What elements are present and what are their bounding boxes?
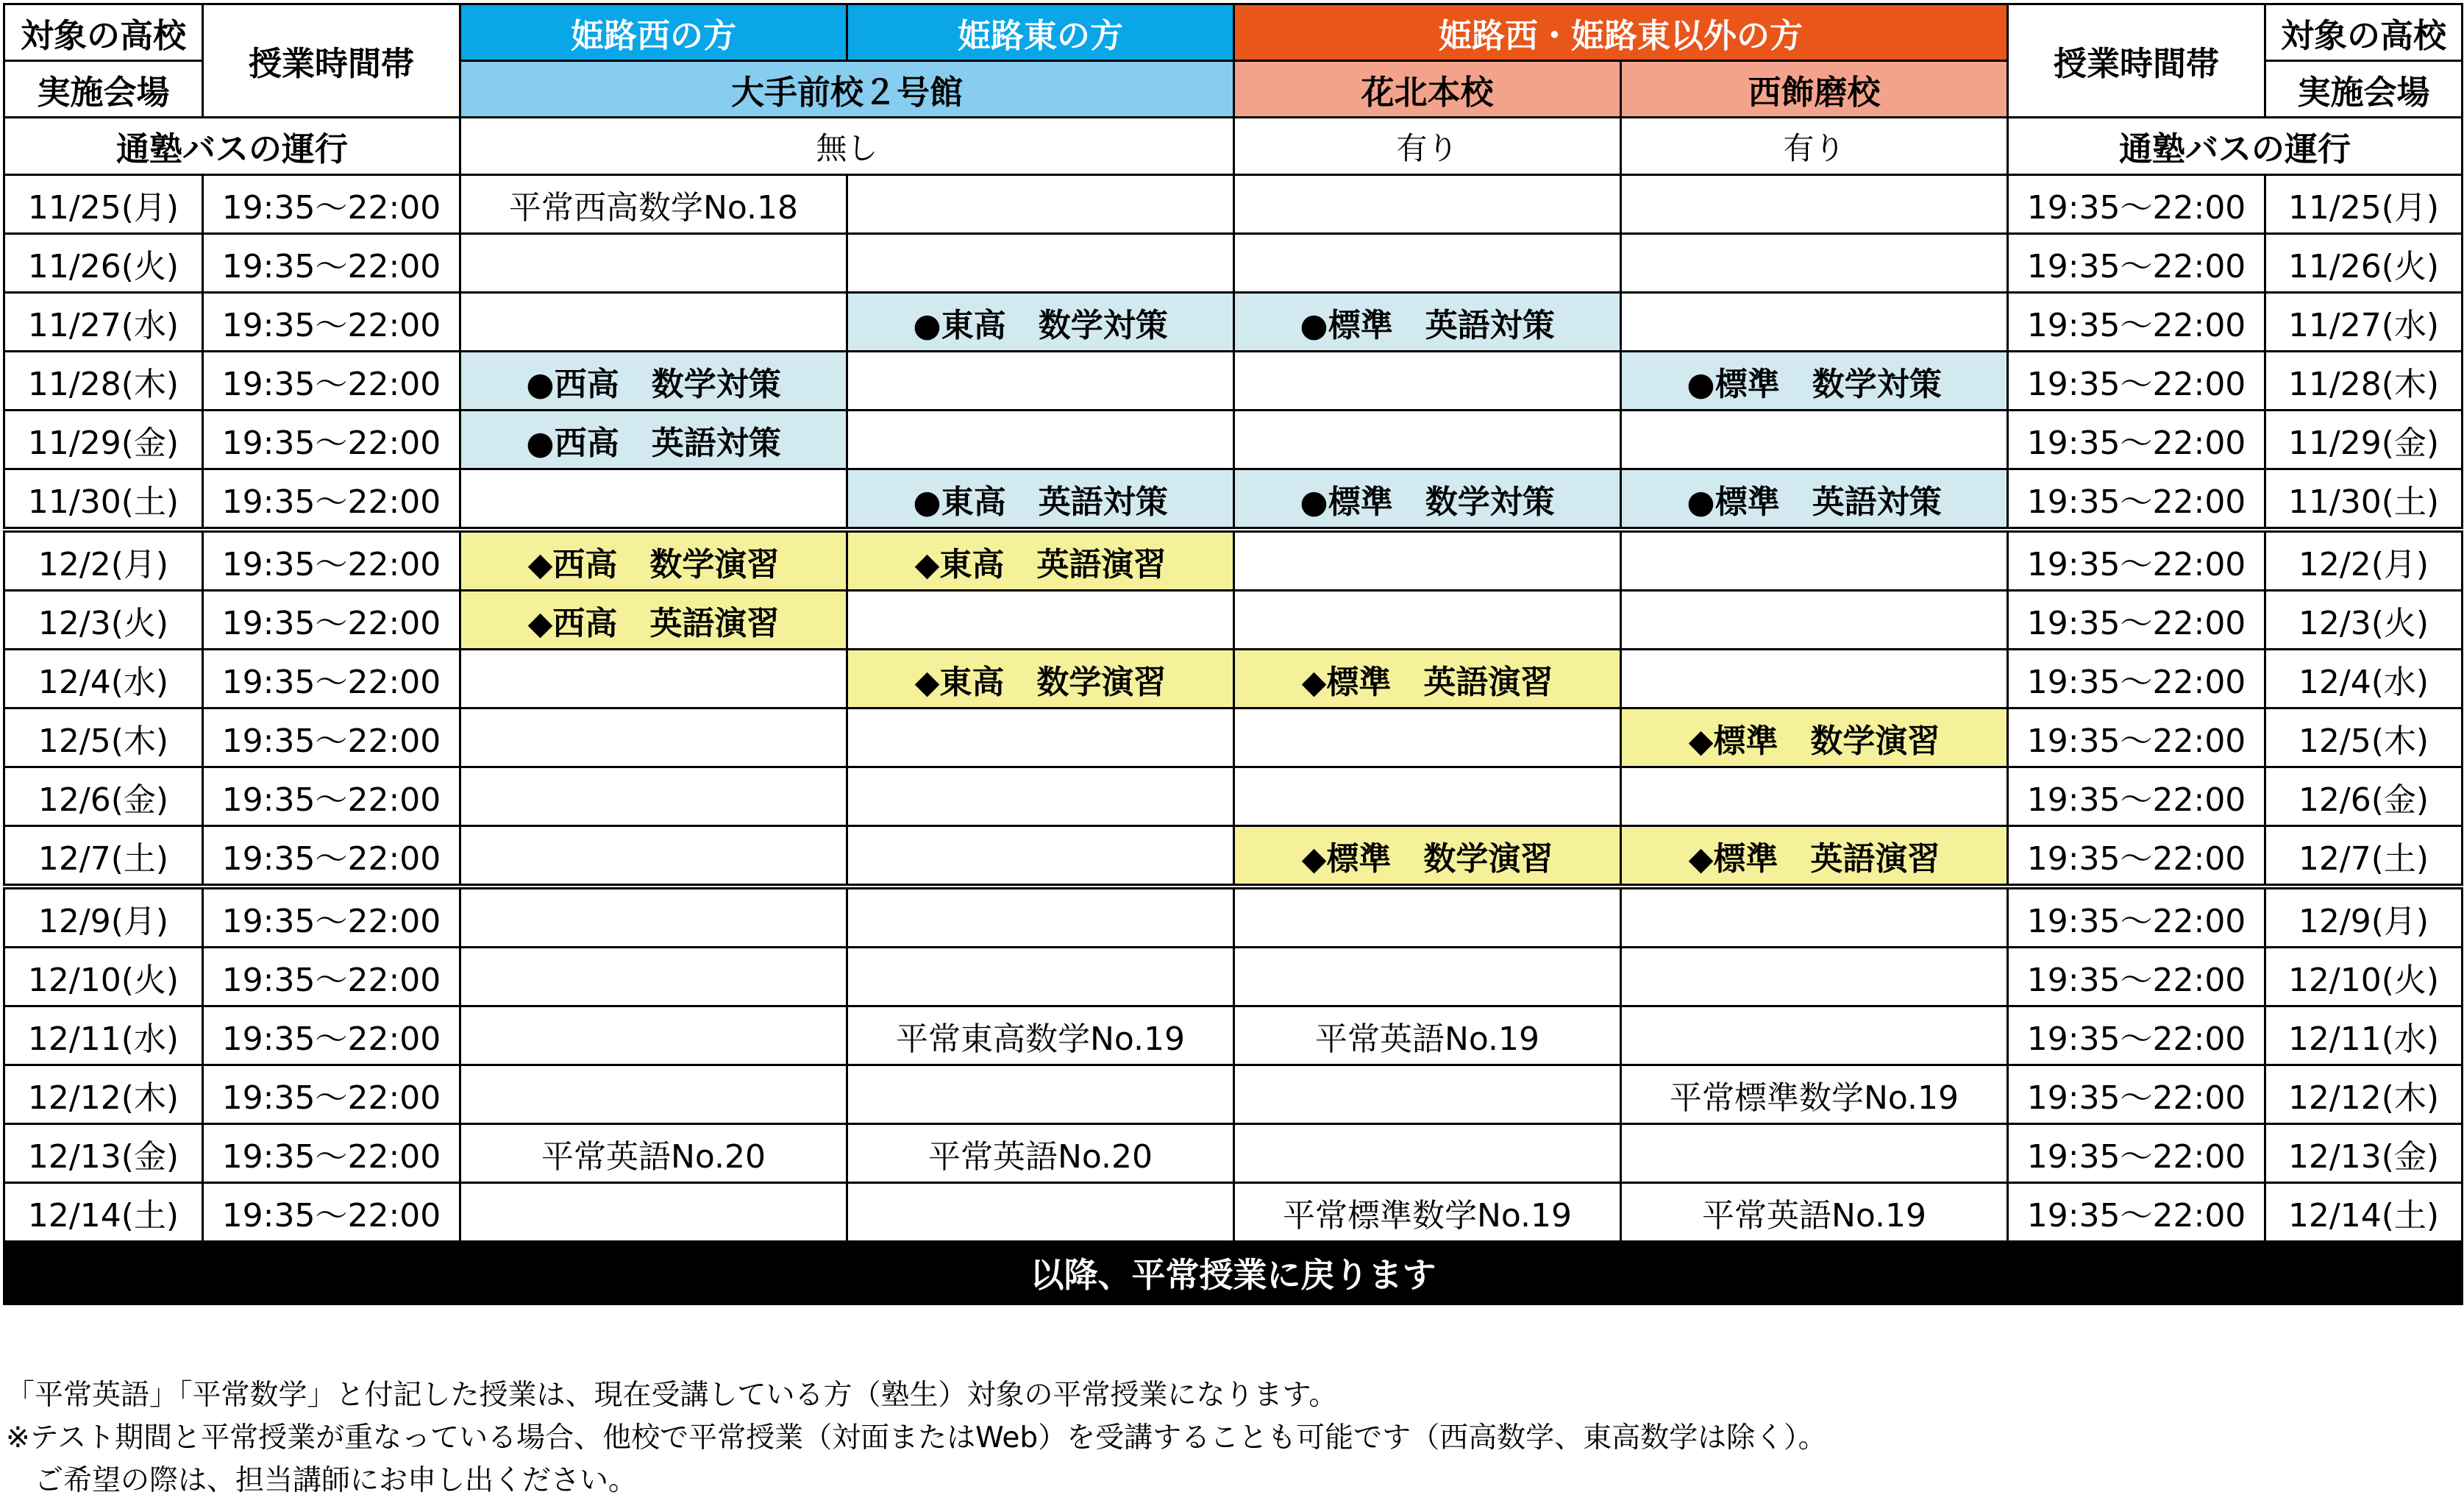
note-line: 「平常英語」「平常数学」と付記した授業は、現在受講している方（塾生）対象の平常授業になります。 — [6, 1379, 1338, 1412]
time-cell: 19:35～22:00 — [203, 887, 460, 948]
east-cell: ●東高 英語対策 — [847, 469, 1234, 530]
venue-nishishikama: 西飾磨校 — [1621, 61, 2008, 118]
group-west-header: 姫路西の方 — [460, 4, 847, 61]
nishishikama-cell: 平常標準数学No.19 — [1621, 1065, 2008, 1124]
east-cell — [847, 234, 1234, 293]
hanakita-cell — [1234, 1065, 1621, 1124]
table-row — [4, 293, 2463, 352]
date-cell-right: 12/2(月) — [2265, 530, 2463, 591]
time-cell: 19:35～22:00 — [203, 175, 460, 234]
west-cell — [460, 1065, 847, 1124]
west-cell: ●西高 数学対策 — [460, 352, 847, 411]
time-cell: 19:35～22:00 — [203, 234, 460, 293]
date-cell-right: 12/4(水) — [2265, 650, 2463, 708]
nishishikama-cell — [1621, 887, 2008, 948]
time-cell: 19:35～22:00 — [203, 1124, 460, 1183]
east-cell — [847, 1065, 1234, 1124]
date-cell: 12/14(土) — [4, 1183, 203, 1242]
date-cell: 11/27(水) — [4, 293, 203, 352]
date-cell-right: 12/9(月) — [2265, 887, 2463, 948]
time-cell-right: 19:35～22:00 — [2008, 887, 2265, 948]
venue-header-right: 実施会場 — [2265, 61, 2463, 118]
west-cell: 平常西高数学No.18 — [460, 175, 847, 234]
date-cell: 11/29(金) — [4, 411, 203, 469]
schedule-table — [3, 3, 2463, 1305]
east-cell: ◆東高 英語演習 — [847, 530, 1234, 591]
time-cell: 19:35～22:00 — [203, 1006, 460, 1065]
west-cell — [460, 887, 847, 948]
nishishikama-cell — [1621, 1006, 2008, 1065]
east-cell — [847, 948, 1234, 1006]
time-cell-right: 19:35～22:00 — [2008, 826, 2265, 887]
date-cell-right: 12/12(木) — [2265, 1065, 2463, 1124]
table-row — [4, 530, 2463, 591]
west-cell — [460, 767, 847, 826]
table-row — [4, 826, 2463, 887]
time-cell: 19:35～22:00 — [203, 1065, 460, 1124]
hanakita-cell — [1234, 948, 1621, 1006]
date-cell: 12/12(木) — [4, 1065, 203, 1124]
date-cell-right: 12/10(火) — [2265, 948, 2463, 1006]
west-cell — [460, 826, 847, 887]
date-cell: 11/26(火) — [4, 234, 203, 293]
note-line: ご希望の際は、担当講師にお申し出ください。 — [6, 1464, 638, 1497]
nishishikama-cell: ●標準 数学対策 — [1621, 352, 2008, 411]
east-cell: 平常東高数学No.19 — [847, 1006, 1234, 1065]
group-east-header: 姫路東の方 — [847, 4, 1234, 61]
date-cell: 12/7(土) — [4, 826, 203, 887]
hanakita-cell — [1234, 887, 1621, 948]
west-cell — [460, 234, 847, 293]
table-row — [4, 1183, 2463, 1242]
time-cell: 19:35～22:00 — [203, 293, 460, 352]
time-cell-right: 19:35～22:00 — [2008, 293, 2265, 352]
class-time-header-right: 授業時間帯 — [2008, 4, 2265, 118]
west-cell: ◆西高 数学演習 — [460, 530, 847, 591]
west-cell — [460, 650, 847, 708]
nishishikama-cell — [1621, 411, 2008, 469]
time-cell-right: 19:35～22:00 — [2008, 1065, 2265, 1124]
date-cell-right: 11/26(火) — [2265, 234, 2463, 293]
venue-otemae: 大手前校２号館 — [460, 61, 1234, 118]
table-row — [4, 352, 2463, 411]
date-cell-right: 12/7(土) — [2265, 826, 2463, 887]
date-cell-right: 11/25(月) — [2265, 175, 2463, 234]
time-cell: 19:35～22:00 — [203, 530, 460, 591]
bus-label: 通塾バスの運行 — [4, 118, 460, 175]
hanakita-cell — [1234, 767, 1621, 826]
nishishikama-cell: ◆標準 数学演習 — [1621, 708, 2008, 767]
west-cell — [460, 948, 847, 1006]
date-cell-right: 11/30(土) — [2265, 469, 2463, 530]
east-cell — [847, 591, 1234, 650]
time-cell: 19:35～22:00 — [203, 650, 460, 708]
west-cell — [460, 1006, 847, 1065]
hanakita-cell — [1234, 708, 1621, 767]
time-cell-right: 19:35～22:00 — [2008, 650, 2265, 708]
table-row — [4, 1065, 2463, 1124]
east-cell — [847, 767, 1234, 826]
date-cell: 12/4(水) — [4, 650, 203, 708]
time-cell: 19:35～22:00 — [203, 591, 460, 650]
date-cell: 12/9(月) — [4, 887, 203, 948]
date-cell-right: 11/29(金) — [2265, 411, 2463, 469]
hanakita-cell: 平常英語No.19 — [1234, 1006, 1621, 1065]
date-cell: 11/30(土) — [4, 469, 203, 530]
time-cell: 19:35～22:00 — [203, 352, 460, 411]
hanakita-cell — [1234, 530, 1621, 591]
hanakita-cell — [1234, 234, 1621, 293]
table-row — [4, 887, 2463, 948]
table-row — [4, 175, 2463, 234]
time-cell-right: 19:35～22:00 — [2008, 530, 2265, 591]
bus-label-right: 通塾バスの運行 — [2008, 118, 2463, 175]
time-cell: 19:35～22:00 — [203, 469, 460, 530]
table-row — [4, 650, 2463, 708]
table-row — [4, 708, 2463, 767]
table-row — [4, 1124, 2463, 1183]
venue-header: 実施会場 — [4, 61, 203, 118]
west-cell: ◆西高 英語演習 — [460, 591, 847, 650]
time-cell: 19:35～22:00 — [203, 708, 460, 767]
target-school-header-right: 対象の高校 — [2265, 4, 2463, 61]
date-cell: 12/3(火) — [4, 591, 203, 650]
east-cell — [847, 352, 1234, 411]
time-cell: 19:35～22:00 — [203, 826, 460, 887]
time-cell: 19:35～22:00 — [203, 948, 460, 1006]
table-row — [4, 767, 2463, 826]
bus-otemae: 無し — [460, 118, 1234, 175]
time-cell-right: 19:35～22:00 — [2008, 411, 2265, 469]
east-cell — [847, 887, 1234, 948]
date-cell-right: 12/13(金) — [2265, 1124, 2463, 1183]
nishishikama-cell: ●標準 英語対策 — [1621, 469, 2008, 530]
table-row — [4, 1006, 2463, 1065]
nishishikama-cell — [1621, 650, 2008, 708]
nishishikama-cell — [1621, 1124, 2008, 1183]
time-cell-right: 19:35～22:00 — [2008, 234, 2265, 293]
time-cell-right: 19:35～22:00 — [2008, 767, 2265, 826]
east-cell — [847, 1183, 1234, 1242]
hanakita-cell — [1234, 591, 1621, 650]
time-cell-right: 19:35～22:00 — [2008, 1183, 2265, 1242]
nishishikama-cell — [1621, 591, 2008, 650]
table-row — [4, 234, 2463, 293]
time-cell-right: 19:35～22:00 — [2008, 352, 2265, 411]
time-cell: 19:35～22:00 — [203, 1183, 460, 1242]
nishishikama-cell: ◆標準 英語演習 — [1621, 826, 2008, 887]
date-cell: 11/25(月) — [4, 175, 203, 234]
time-cell-right: 19:35～22:00 — [2008, 1124, 2265, 1183]
footer-bar: 以降、平常授業に戻ります — [4, 1242, 2463, 1304]
west-cell — [460, 469, 847, 530]
date-cell: 12/6(金) — [4, 767, 203, 826]
hanakita-cell: ●標準 数学対策 — [1234, 469, 1621, 530]
date-cell-right: 12/5(木) — [2265, 708, 2463, 767]
table-row — [4, 469, 2463, 530]
nishishikama-cell — [1621, 948, 2008, 1006]
date-cell-right: 11/28(木) — [2265, 352, 2463, 411]
date-cell-right: 12/14(土) — [2265, 1183, 2463, 1242]
date-cell-right: 12/6(金) — [2265, 767, 2463, 826]
date-cell: 12/5(木) — [4, 708, 203, 767]
time-cell-right: 19:35～22:00 — [2008, 948, 2265, 1006]
east-cell — [847, 826, 1234, 887]
time-cell-right: 19:35～22:00 — [2008, 175, 2265, 234]
date-cell-right: 12/11(水) — [2265, 1006, 2463, 1065]
table-row — [4, 591, 2463, 650]
hanakita-cell: ◆標準 数学演習 — [1234, 826, 1621, 887]
date-cell: 12/11(水) — [4, 1006, 203, 1065]
venue-hanakita: 花北本校 — [1234, 61, 1621, 118]
date-cell-right: 11/27(水) — [2265, 293, 2463, 352]
east-cell: ◆東高 数学演習 — [847, 650, 1234, 708]
hanakita-cell — [1234, 411, 1621, 469]
east-cell — [847, 708, 1234, 767]
hanakita-cell: ◆標準 英語演習 — [1234, 650, 1621, 708]
west-cell — [460, 1183, 847, 1242]
nishishikama-cell: 平常英語No.19 — [1621, 1183, 2008, 1242]
time-cell: 19:35～22:00 — [203, 767, 460, 826]
table-row — [4, 411, 2463, 469]
east-cell — [847, 175, 1234, 234]
time-cell-right: 19:35～22:00 — [2008, 469, 2265, 530]
nishishikama-cell — [1621, 293, 2008, 352]
nishishikama-cell — [1621, 234, 2008, 293]
class-time-header: 授業時間帯 — [203, 4, 460, 118]
target-school-header: 対象の高校 — [4, 4, 203, 61]
east-cell — [847, 411, 1234, 469]
time-cell-right: 19:35～22:00 — [2008, 591, 2265, 650]
time-cell: 19:35～22:00 — [203, 411, 460, 469]
date-cell-right: 12/3(火) — [2265, 591, 2463, 650]
west-cell — [460, 293, 847, 352]
hanakita-cell — [1234, 1124, 1621, 1183]
time-cell-right: 19:35～22:00 — [2008, 1006, 2265, 1065]
note-line: ※テスト期間と平常授業が重なっている場合、他校で平常授業（対面またはWeb）を受講することも可能です（西高数学、東高数学は除く）。 — [6, 1421, 1827, 1455]
date-cell: 11/28(木) — [4, 352, 203, 411]
west-cell: 平常英語No.20 — [460, 1124, 847, 1183]
bus-hanakita: 有り — [1234, 118, 1621, 175]
nishishikama-cell — [1621, 175, 2008, 234]
hanakita-cell: 平常標準数学No.19 — [1234, 1183, 1621, 1242]
table-row — [4, 948, 2463, 1006]
group-other-header: 姫路西・姫路東以外の方 — [1234, 4, 2008, 61]
nishishikama-cell — [1621, 530, 2008, 591]
east-cell: ●東高 数学対策 — [847, 293, 1234, 352]
notes — [6, 1374, 1827, 1502]
time-cell-right: 19:35～22:00 — [2008, 708, 2265, 767]
hanakita-cell — [1234, 175, 1621, 234]
date-cell: 12/2(月) — [4, 530, 203, 591]
hanakita-cell: ●標準 英語対策 — [1234, 293, 1621, 352]
west-cell — [460, 708, 847, 767]
bus-nishishikama: 有り — [1621, 118, 2008, 175]
nishishikama-cell — [1621, 767, 2008, 826]
date-cell: 12/13(金) — [4, 1124, 203, 1183]
west-cell: ●西高 英語対策 — [460, 411, 847, 469]
date-cell: 12/10(火) — [4, 948, 203, 1006]
hanakita-cell — [1234, 352, 1621, 411]
east-cell: 平常英語No.20 — [847, 1124, 1234, 1183]
